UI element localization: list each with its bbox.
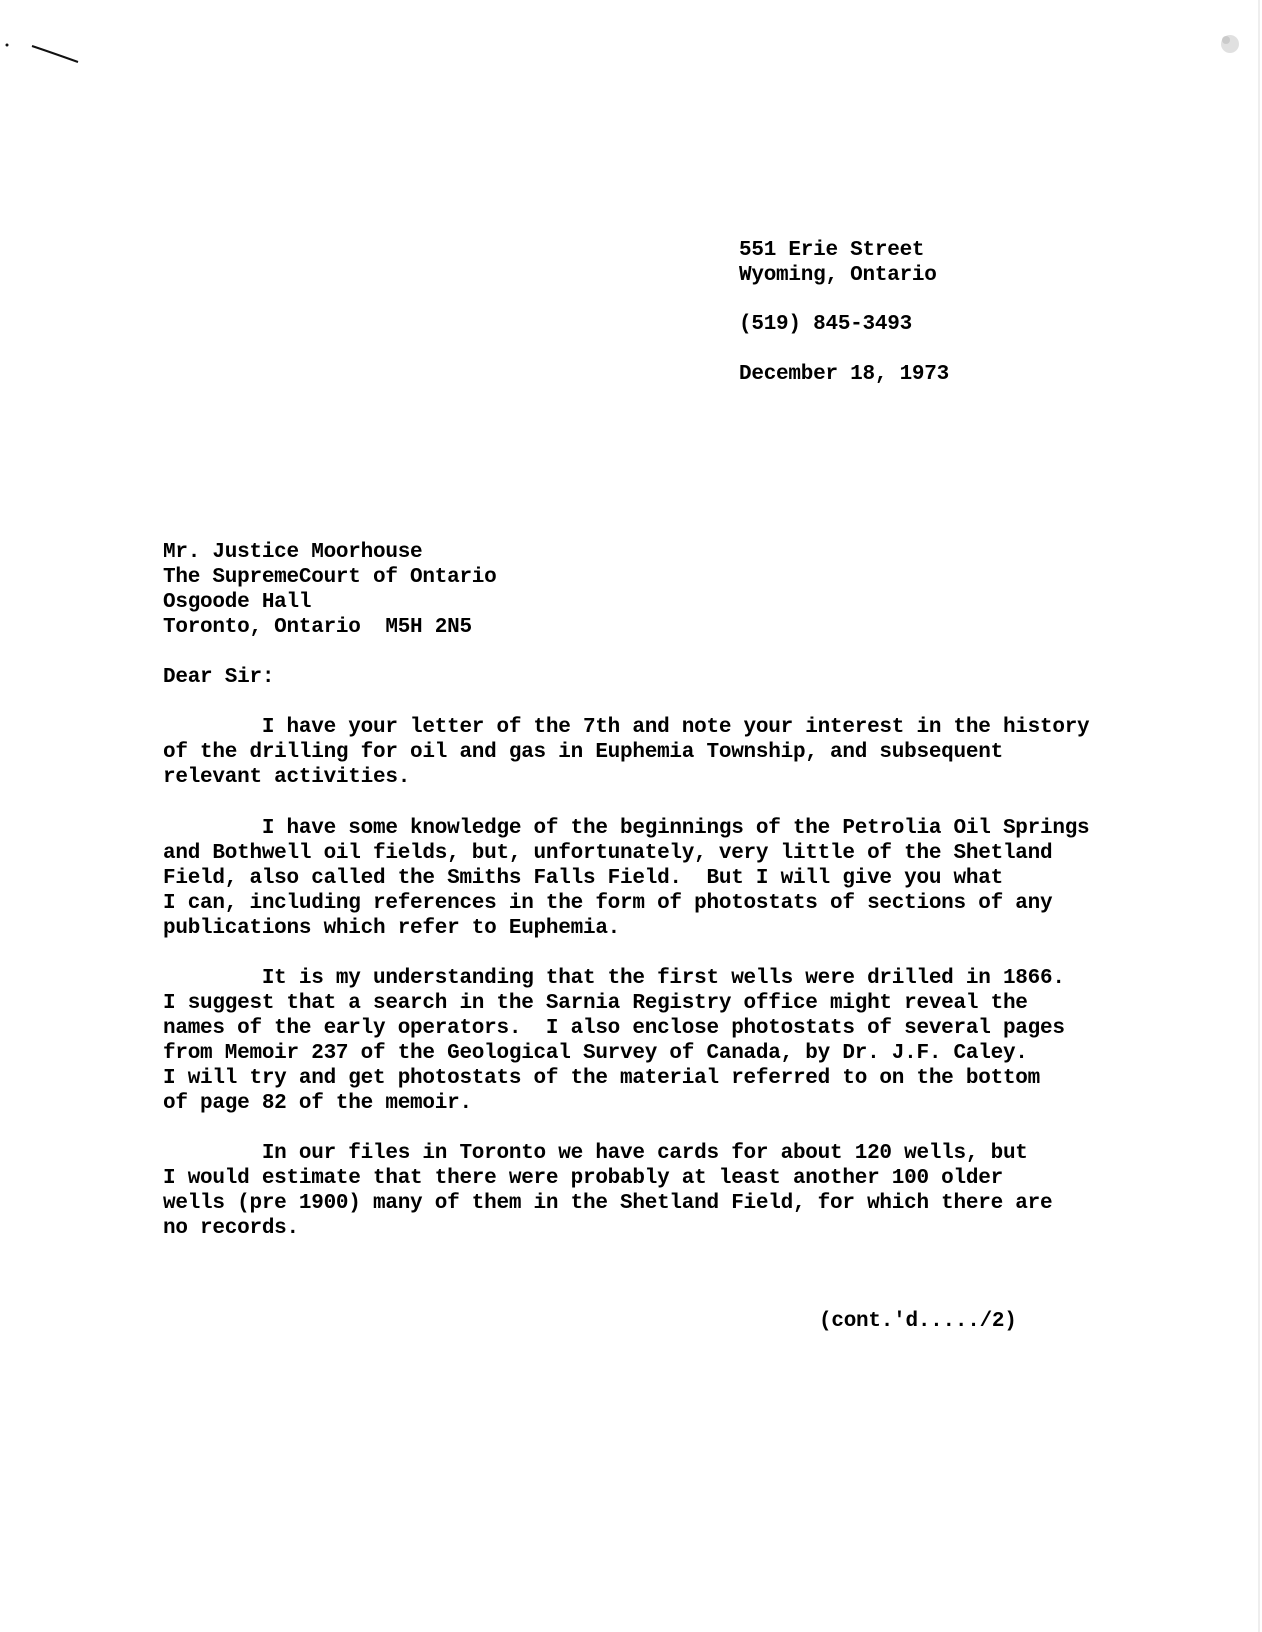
continuation-note: (cont.'d...../2) xyxy=(819,1310,1017,1333)
paragraph-2-line-2: and Bothwell oil fields, but, unfortunately, very little of the Shetland xyxy=(163,842,1053,865)
paragraph-2-line-3: Field, also called the Smiths Falls Field. But I will give you what xyxy=(163,867,1003,890)
paragraph-2-line-4: I can, including references in the form of photostats of sections of any xyxy=(163,892,1053,915)
paragraph-3-line-2: I suggest that a search in the Sarnia Registry office might reveal the xyxy=(163,992,1028,1015)
paragraph-3-line-4: from Memoir 237 of the Geological Survey of Canada, by Dr. J.F. Caley. xyxy=(163,1042,1028,1065)
paragraph-3-line-3: names of the early operators. I also enclose photostats of several pages xyxy=(163,1017,1065,1040)
recipient-organization: The SupremeCourt of Ontario xyxy=(163,566,497,589)
recipient-building: Osgoode Hall xyxy=(163,591,312,614)
paragraph-3-line-1: It is my understanding that the first wells were drilled in 1866. xyxy=(163,967,1065,990)
paragraph-1-line-1: I have your letter of the 7th and note your interest in the history xyxy=(163,716,1090,739)
recipient-name: Mr. Justice Moorhouse xyxy=(163,541,423,564)
paragraph-4-line-3: wells (pre 1900) many of them in the Shetland Field, for which there are xyxy=(163,1192,1053,1215)
paragraph-1-line-3: relevant activities. xyxy=(163,766,411,789)
scan-smudge-top-right xyxy=(1205,20,1255,70)
scan-mark-top-left xyxy=(0,30,90,70)
salutation: Dear Sir: xyxy=(163,666,275,689)
paragraph-4-line-1: In our files in Toronto we have cards for about 120 wells, but xyxy=(163,1142,1028,1165)
paragraph-4-line-4: no records. xyxy=(163,1217,299,1240)
sender-street: 551 Erie Street xyxy=(739,239,925,262)
paragraph-2-line-5: publications which refer to Euphemia. xyxy=(163,917,621,940)
sender-city: Wyoming, Ontario xyxy=(739,264,937,287)
recipient-city: Toronto, Ontario M5H 2N5 xyxy=(163,616,472,639)
paragraph-2-line-1: I have some knowledge of the beginnings of the Petrolia Oil Springs xyxy=(163,817,1090,840)
paragraph-3-line-5: I will try and get photostats of the material referred to on the bottom xyxy=(163,1067,1040,1090)
paragraph-3-line-6: of page 82 of the memoir. xyxy=(163,1092,472,1115)
scan-edge-right xyxy=(1250,0,1262,1632)
paragraph-1-line-2: of the drilling for oil and gas in Euphemia Township, and subsequent xyxy=(163,741,1003,764)
sender-phone: (519) 845-3493 xyxy=(739,313,912,336)
letter-date: December 18, 1973 xyxy=(739,363,949,386)
paragraph-4-line-2: I would estimate that there were probably at least another 100 older xyxy=(163,1167,1003,1190)
